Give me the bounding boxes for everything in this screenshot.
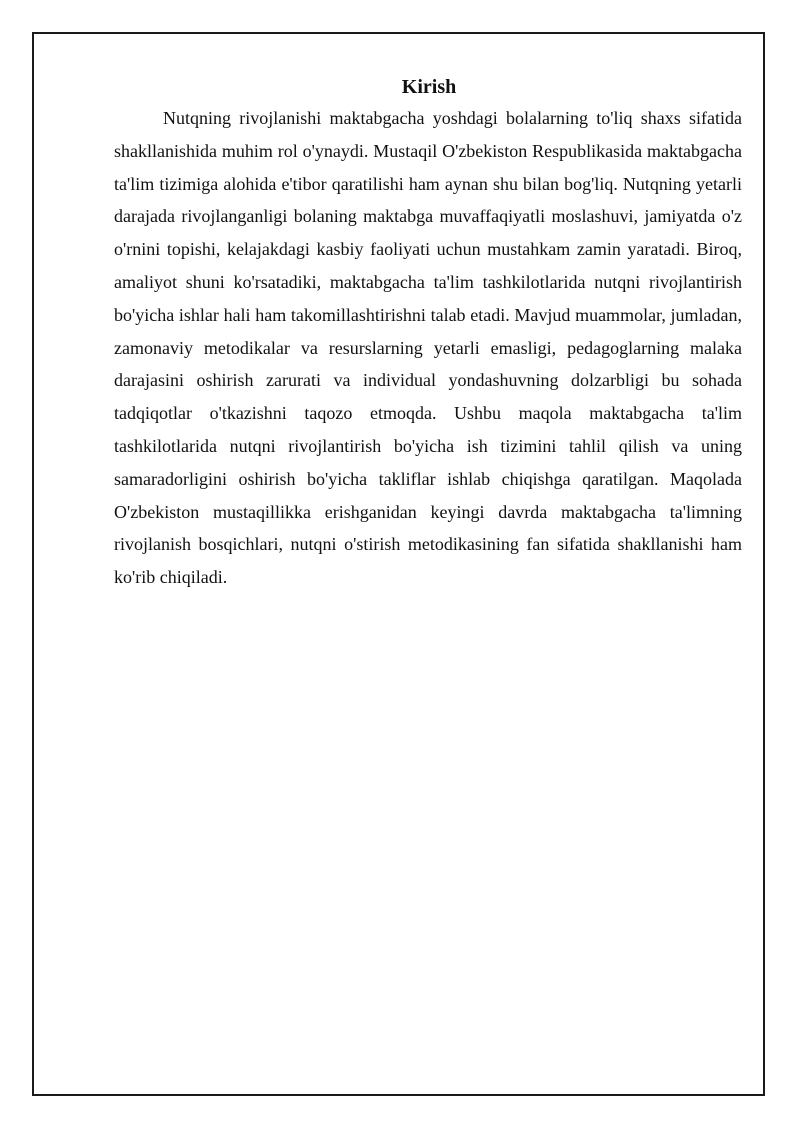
- document-title: Kirish: [401, 76, 457, 98]
- intro-paragraph: Nutqning rivojlanishi maktabgacha yoshdagi bolalarning to'liq shaxs sifatida shakllanishida muhim rol o'ynaydi. Mustaqil O'zbekiston Respublikasida maktabgacha ta'lim tizimiga alohida e'tibor qaratilishi ham aynan shu bilan bog'liq. Nutqning yetarli darajada rivojlanganligi bolaning maktabga muvaffaqiyatli moslashuvi, jamiyatda o'z o'rnini topishi, kelajakdagi kasbiy faoliyati uchun mustahkam zamin yaratadi. Biroq, amaliyot shuni ko'rsatadiki, maktabgacha ta'lim tashkilotlarida nutqni rivojlantirish bo'yicha ishlar hali ham takomillashtirishni talab etadi. Mavjud muammolar, jumladan, zamonaviy metodikalar va resurslarning yetarli emasligi, pedagoglarning malaka darajasini oshirish zarurati va individual yondashuvning dolzarbligi bu sohada tadqiqotlar o'tkazishni taqozo etmoqda. Ushbu maqola maktabgacha ta'lim tashkilotlarida nutqni rivojlantirish bo'yicha ish tizimini tahlil qilish va uning samaradorligini oshirish bo'yicha takliflar ishlab chiqishga qaratilgan. Maqolada O'zbekiston mustaqillikka erishganidan keyingi davrda maktabgacha ta'limning rivojlanish bosqichlari, nutqni o'stirish metodikasining fan sifatida shakllanishi ham ko'rib chiqiladi.: [114, 108, 742, 588]
- document-body: [114, 72, 742, 594]
